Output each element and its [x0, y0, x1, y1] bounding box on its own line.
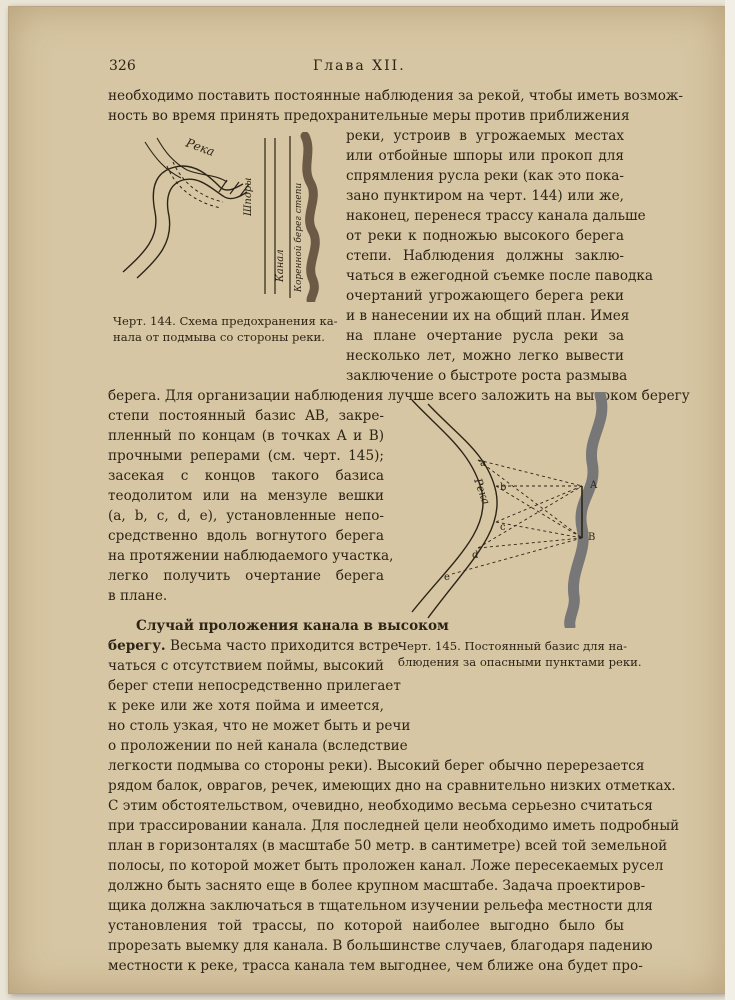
text-line: легко получить очертание берега	[108, 568, 384, 584]
figure-144	[115, 132, 335, 302]
chapter-title: Глава XII.	[313, 58, 406, 74]
text-line: чаться в ежегодной съемке после паводка	[346, 268, 653, 284]
text-line: прорезать выемку для канала. В большинстве случаев, благодаря падению	[108, 938, 653, 954]
fig145-point-c: c	[500, 522, 506, 533]
fig144-caption-1: Черт. 144. Схема предохранения ка-	[113, 314, 338, 328]
text-line: пленный по концам (в точках A и B)	[108, 428, 384, 444]
text-line: о проложении по ней канала (вследствие	[108, 738, 408, 754]
page-number: 326	[109, 58, 136, 74]
text-line: средственно вдоль вогнутого берега	[108, 528, 384, 544]
text-line: берег степи непосредственно прилегает	[108, 678, 401, 694]
text-line: щика должна заключаться в тщательном изучении рельефа местности для	[108, 898, 653, 914]
text-line: в плане.	[108, 588, 168, 604]
text-line: ность во время принять предохранительные меры против приближения	[108, 108, 630, 124]
text-line: но столь узкая, что не может быть и речи	[108, 718, 411, 734]
text-line: степи постоянный базис AB, закре-	[108, 408, 384, 424]
text-line: очертаний угрожающего берега реки	[346, 288, 624, 304]
section-heading-tail: берегу.	[108, 638, 166, 654]
text-line: на протяжении наблюдаемого участка,	[108, 548, 394, 564]
fig144-caption-2: нала от подмыва со стороны реки.	[113, 330, 325, 344]
text-line: полосы, по которой может быть проложен канал. Ложе пересекаемых русел	[108, 858, 664, 874]
fig145-caption-1: Черт. 145. Постоянный базис для на-	[398, 639, 628, 653]
text-line: и в нанесении их на общий план. Имея	[346, 308, 630, 324]
text-line: прочными реперами (см. черт. 145);	[108, 448, 384, 464]
fig145-point-a: a	[480, 458, 486, 469]
text-line: установления той трассы, по которой наиболее выгодно было бы	[108, 918, 624, 934]
fig145-point-b: b	[500, 482, 507, 493]
text-line: спрямления русла реки (как это пока-	[346, 168, 624, 184]
text-line: местности к реке, трасса канала тем выгоднее, чем ближе она будет про-	[108, 958, 643, 974]
fig144-label-river: Река	[183, 135, 217, 159]
text-line: берега. Для организации наблюдения лучше всего заложить на высоком берегу	[108, 388, 690, 404]
fig144-label-bank: Коренной берег степи	[294, 182, 304, 292]
text-line: или отбойные шпоры или прокоп для	[346, 148, 624, 164]
text-line: теодолитом или на мензуле вешки	[108, 488, 384, 504]
text-line: при трассировании канала. Для последней цели необходимо иметь подробный	[108, 818, 680, 834]
text-line: С этим обстоятельством, очевидно, необходимо весьма серьезно считаться	[108, 798, 653, 814]
fig145-point-d: d	[472, 550, 479, 561]
text-line: легкости подмыва со стороны реки). Высокий берег обычно перерезается	[108, 758, 645, 774]
text-line: (a, b, c, d, e), установленные непо-	[108, 508, 384, 524]
text-line: на плане очертание русла реки за	[346, 328, 624, 344]
text-line: заключение о быстроте роста размыва	[346, 368, 628, 384]
fig145-point-e: e	[444, 572, 450, 583]
fig145-point-A: A	[590, 480, 598, 491]
text-line: несколько лет, можно легко вывести	[346, 348, 624, 364]
text-line	[108, 636, 404, 656]
text-line: чаться с отсутствием поймы, высокий	[108, 658, 384, 674]
text-fragment: Весьма часто приходится встре-	[165, 638, 404, 654]
fig144-label-spurs: Шпоры	[243, 177, 254, 216]
fig145-label-river: Река	[471, 476, 493, 507]
text-line: засекая с концов такого базиса	[108, 468, 384, 484]
text-line: реки, устроив в угрожаемых местах	[346, 128, 624, 144]
text-line: наконец, перенеся трассу канала дальше	[346, 208, 646, 224]
text-line: план в горизонталях (в масштабе 50 метр. в сантиметре) всей той земельной	[108, 838, 668, 854]
text-line: необходимо поставить постоянные наблюдения за рекой, чтобы иметь возмож-	[108, 88, 683, 104]
text-line: рядом балок, оврагов, речек, имеющих дно на сравнительно низких отметках.	[108, 778, 676, 794]
text-line: должно быть заснято еще в более крупном масштабе. Задача проектиров-	[108, 878, 646, 894]
text-line: к реке или же хотя поймa и имеется,	[108, 698, 384, 714]
text-line: зано пунктиром на черт. 144) или же,	[346, 188, 624, 204]
section-heading: Случай проложения канала в высоком	[136, 618, 449, 634]
text-line: степи. Наблюдения должны заклю-	[346, 248, 624, 264]
figure-145	[392, 392, 632, 628]
fig145-caption-2: блюдения за опасными пунктами реки.	[398, 655, 642, 669]
fig144-label-canal: Канал	[275, 249, 286, 282]
text-line: от реки к подножью высокого берега	[346, 228, 624, 244]
fig145-point-B: B	[588, 532, 596, 543]
page-edge	[725, 0, 735, 1000]
